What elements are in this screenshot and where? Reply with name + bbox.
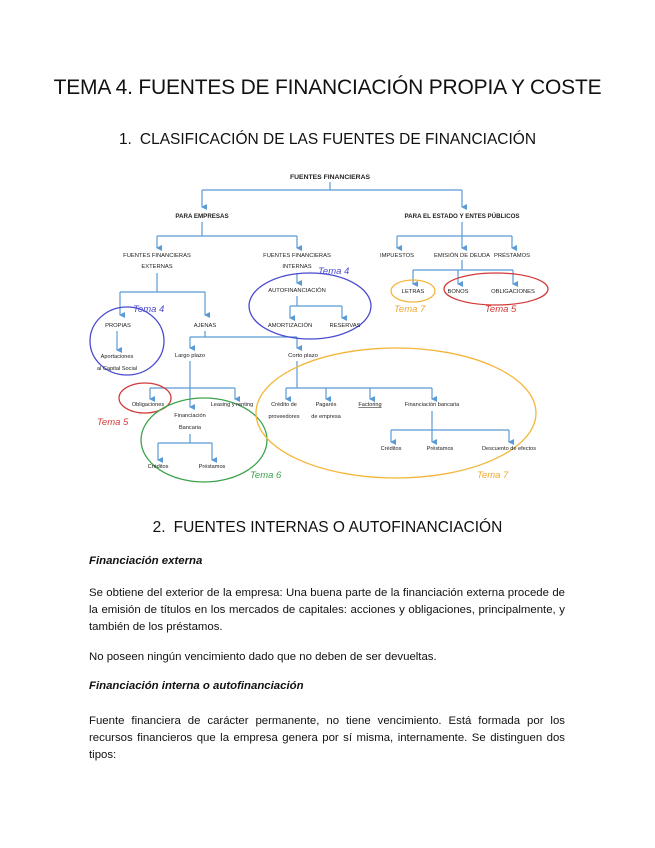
node-obligaciones-estado: OBLIGACIONES (491, 289, 535, 295)
node-reservas: RESERVAS (329, 323, 361, 329)
node-largo-plazo: Largo plazo (174, 353, 206, 359)
node-leasing: Leasing y renting (210, 402, 254, 408)
tag-tema6: Tema 6 (250, 470, 282, 481)
node-letras: LETRAS (401, 289, 425, 295)
node-corto-plazo: Corto plazo (288, 353, 318, 359)
node-creditos-lp: Créditos (147, 464, 169, 470)
tag-tema4-externas: Tema 4 (133, 304, 165, 315)
node-ff-internas-line2: INTERNAS (282, 264, 312, 270)
node-amortizacion: AMORTIZACIÓN (267, 323, 313, 329)
node-obligaciones: Obligaciones (131, 402, 165, 408)
node-para-estado: PARA EL ESTADO Y ENTES PÚBLICOS (404, 213, 520, 220)
tag-tema5-bonos: Tema 5 (485, 304, 517, 315)
page-title: TEMA 4. FUENTES DE FINANCIACIÓN PROPIA Y COSTE (53, 76, 602, 99)
node-pagares-line2: de empresa (311, 414, 341, 420)
paragraph-interna-description: Fuente financiera de carácter permanente, no tiene vencimiento. Está formada por los recursos financieros que la empresa genera por sí misma, internamente. Se distinguen dos tipos: (89, 715, 565, 761)
tag-tema7-letras: Tema 7 (394, 304, 426, 315)
tag-tema5-obligaciones: Tema 5 (97, 417, 129, 428)
node-ff-externas-line1: FUENTES FINANCIERAS (123, 253, 191, 259)
node-prestamos-lp: Préstamos (198, 464, 226, 470)
node-creditos-cp: Créditos (380, 446, 402, 452)
tag-tema4-internas: Tema 4 (318, 266, 350, 277)
node-aportaciones-line2: al Capital Social (96, 366, 138, 372)
node-ff-externas-line2: EXTERNAS (141, 264, 173, 270)
paragraph-externa-description: Se obtiene del exterior de la empresa: Una buena parte de la financiación externa procede de la emisión de títulos en los mercados de capitales: acciones y obligaciones, principalmente, y también de los préstamos. (89, 587, 565, 633)
section-2-heading (0, 519, 655, 537)
section-2-number: 2. (152, 519, 166, 536)
node-credito-prov-line2: proveedores (268, 414, 300, 420)
tag-tema7-corto: Tema 7 (477, 470, 509, 481)
subheading-financiacion-interna: Financiación interna o autofinanciación (89, 680, 304, 692)
node-emision-deuda: EMISIÓN DE DEUDA (433, 253, 491, 259)
paragraph-no-vencimiento: No poseen ningún vencimiento dado que no deben de ser devueltas. (89, 651, 437, 663)
node-fin-bancaria-lp-line1: Financiación (174, 413, 206, 419)
node-ff-internas-line1: FUENTES FINANCIERAS (263, 253, 331, 259)
subheading-financiacion-externa: Financiación externa (89, 555, 203, 567)
node-fuentes-financieras: FUENTES FINANCIERAS (289, 174, 371, 181)
propias-ellipse (90, 307, 164, 375)
section-2-title: FUENTES INTERNAS O AUTOFINANCIACIÓN (173, 519, 503, 536)
node-prestamos-cp: Préstamos (426, 446, 454, 452)
section-1-number: 1. (118, 131, 132, 148)
node-pagares-line1: Pagarés (315, 402, 337, 408)
node-para-empresas: PARA EMPRESAS (175, 213, 229, 220)
section-1-title: CLASIFICACIÓN DE LAS FUENTES DE FINANCIACIÓN (139, 131, 537, 148)
node-prestamos-estado: PRÉSTAMOS (494, 253, 530, 259)
node-ajenas: AJENAS (193, 323, 217, 329)
node-propias: PROPIAS (105, 323, 131, 329)
node-bonos: BONOS (447, 289, 469, 295)
node-fin-bancaria-cp: Financiación bancaria (404, 402, 460, 408)
node-credito-prov-line1: Crédito de (271, 402, 297, 408)
node-fin-bancaria-lp-line2: Bancaria (178, 425, 202, 431)
node-impuestos: IMPUESTOS (379, 253, 415, 259)
node-descuento: Descuento de efectos (481, 446, 537, 452)
node-factoring: Factoring (358, 402, 382, 408)
node-aportaciones-line1: Aportaciones (100, 354, 134, 360)
corto-plazo-ellipse (256, 348, 536, 478)
node-autofinanciacion: AUTOFINANCIACIÓN (268, 288, 326, 294)
